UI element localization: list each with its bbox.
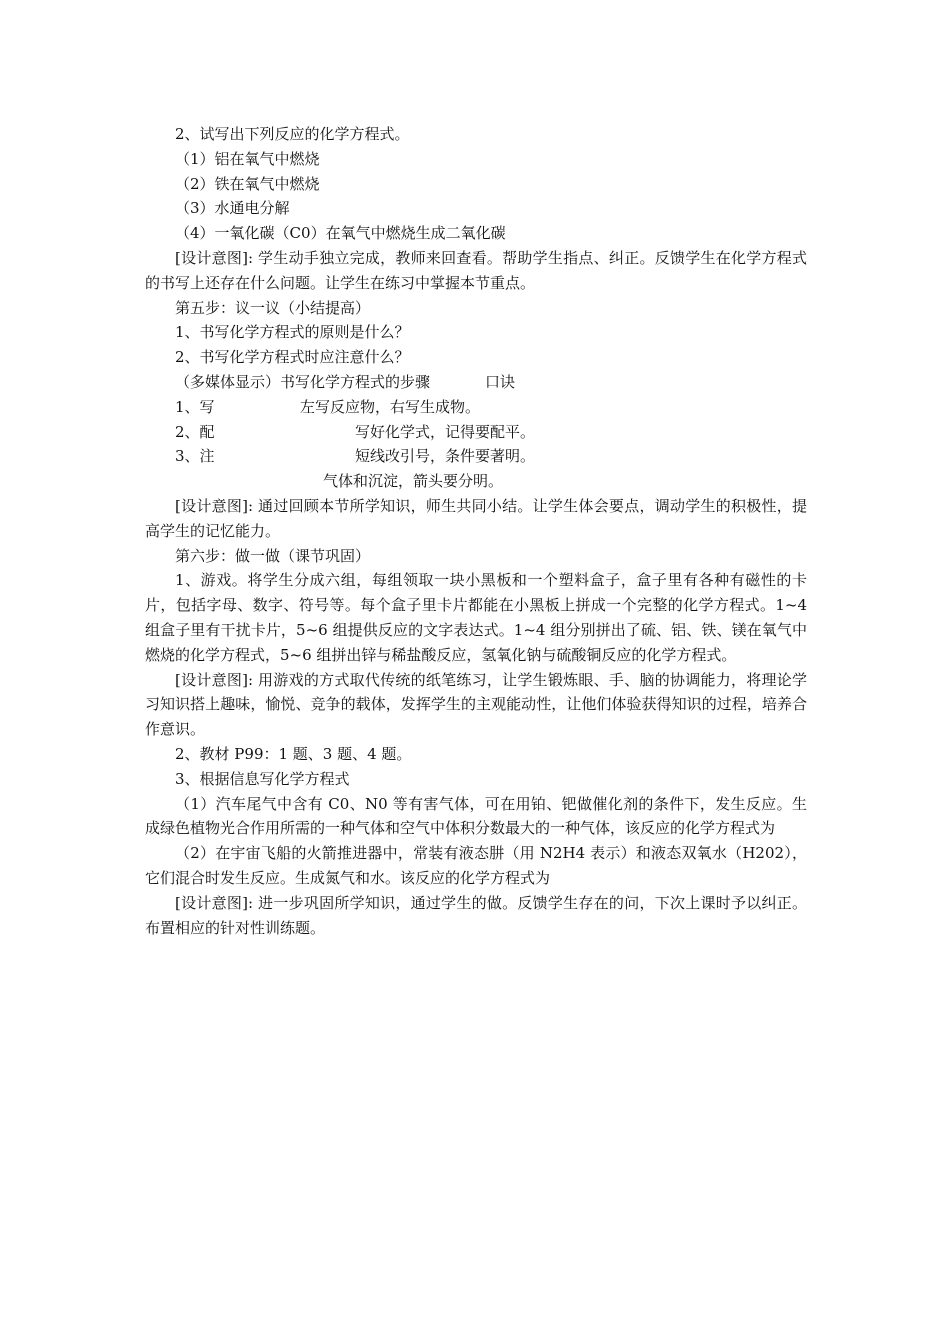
paragraph-step-six: 第六步：做一做（课节巩固） <box>175 546 371 565</box>
step-mnemonic: 写好化学式，记得要配平。 <box>355 422 536 441</box>
paragraph-step-five: 第五步：议一议（小结提高） <box>175 298 371 317</box>
paragraph-write-equations: 3、根据信息写化学方程式 <box>175 769 350 788</box>
media-display-label: （多媒体显示）书写化学方程式的步骤 <box>175 372 431 391</box>
paragraph-design-intent-2: [设计意图]: 通过回顾本节所学知识，师生共同小结。让学生体会要点，调动学生的积极性，提高学生的记忆能力。 <box>145 496 807 540</box>
mnemonic-label: 口诀 <box>485 372 516 391</box>
step-mnemonic-continued: 气体和沉淀，箭头要分明。 <box>323 472 504 491</box>
step-row-annotate <box>145 444 807 469</box>
step-mnemonic: 左写反应物，右写生成物。 <box>300 397 481 416</box>
paragraph-problem-1: （1）汽车尾气中含有 C0、N0 等有害气体，可在用铂、钯做催化剂的条件下，发生反应。生成绿色植物光合作用所需的一种气体和空气中体积分数最大的一种气体，该反应的化学方程式为 <box>145 794 807 838</box>
step-label: 3、注 <box>175 447 215 466</box>
step-label: 1、写 <box>175 397 215 416</box>
paragraph-design-intent-1: [设计意图]: 学生动手独立完成，教师来回查看。帮助学生指点、纠正。反馈学生在化学方程式的书写上还存在什么问题。让学生在练习中掌握本节重点。 <box>145 248 807 292</box>
paragraph-item-2: （2）铁在氧气中燃烧 <box>175 174 320 193</box>
paragraph-media-display <box>145 370 807 395</box>
paragraph-question-1: 1、书写化学方程式的原则是什么？ <box>175 323 410 342</box>
paragraph-textbook: 2、教材 P99：1 题、3 题、4 题。 <box>175 744 412 763</box>
step-row-balance <box>145 420 807 445</box>
paragraph-question-2: 2、书写化学方程式时应注意什么？ <box>175 348 410 367</box>
paragraph-design-intent-3: [设计意图]: 用游戏的方式取代传统的纸笔练习，让学生锻炼眼、手、脑的协调能力，将理论学习知识搭上趣味，愉悦、竞争的载体，发挥学生的主观能动性，让他们体验获得知识的过程，培养合作意识。 <box>145 670 807 739</box>
paragraph-item-4: （4）一氧化碳（C0）在氧气中燃烧生成二氧化碳 <box>175 224 506 243</box>
paragraph-item-3: （3）水通电分解 <box>175 199 290 218</box>
paragraph-design-intent-4: [设计意图]: 进一步巩固所学知识，通过学生的做。反馈学生存在的问，下次上课时予以纠正。布置相应的针对性训练题。 <box>145 893 807 937</box>
paragraph-item-1: （1）铝在氧气中燃烧 <box>175 149 320 168</box>
document-body <box>145 122 807 940</box>
step-row-write <box>145 395 807 420</box>
paragraph-problem-2: （2）在宇宙飞船的火箭推进器中，常装有液态肼（用 N2H4 表示）和液态双氧水（H202），它们混合时发生反应。生成氮气和水。该反应的化学方程式为 <box>145 844 807 887</box>
step-label: 2、配 <box>175 422 215 441</box>
step-mnemonic: 短线改引号，条件要著明。 <box>355 447 536 466</box>
paragraph-game: 1、游戏。将学生分成六组，每组领取一块小黑板和一个塑料盒子，盒子里有各种有磁性的卡片，包括字母、数字、符号等。每个盒子里卡片都能在小黑板上拼成一个完整的化学方程式。1~4 组盒子里有干扰卡片，5~6 组提供反应的文字表达式。1~4 组分别拼出了硫、铝、铁、镁在氧气中燃烧的化学方程式，5~6 组拼出锌与稀盐酸反应，氢氧化钠与硫酸铜反应的化学方程式。 <box>145 571 807 664</box>
paragraph-exercise-heading: 2、试写出下列反应的化学方程式。 <box>175 125 410 143</box>
